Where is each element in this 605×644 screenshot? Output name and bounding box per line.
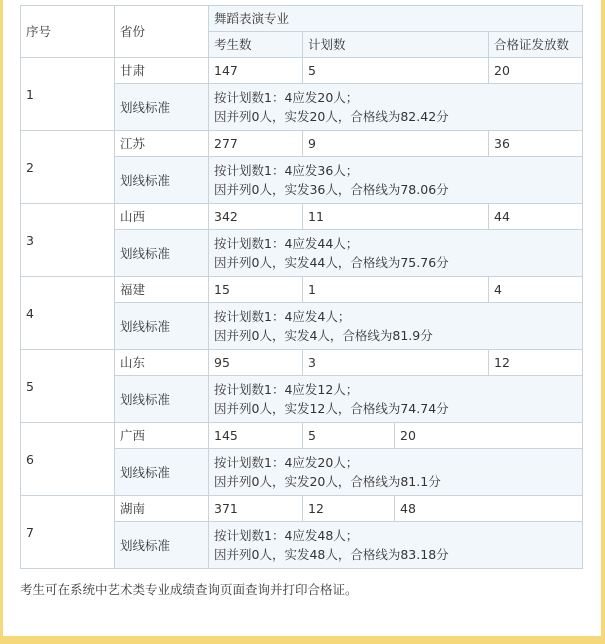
cell-certificates: 44 bbox=[489, 204, 583, 230]
cell-criterion-detail bbox=[209, 522, 583, 569]
criterion-line-2: 因并列0人，实发4人，合格线为81.9分 bbox=[214, 328, 433, 343]
header-seq: 序号 bbox=[21, 6, 115, 58]
cell-examinees: 277 bbox=[209, 131, 303, 157]
data-row bbox=[21, 277, 583, 303]
cell-criterion-label: 划线标准 bbox=[115, 157, 209, 204]
criterion-line-2: 因并列0人，实发20人，合格线为81.1分 bbox=[214, 474, 441, 489]
cell-criterion-detail bbox=[209, 303, 583, 350]
header-major: 舞蹈表演专业 bbox=[209, 6, 583, 32]
cell-plan: 12 bbox=[303, 496, 395, 522]
header-certificates: 合格证发放数 bbox=[489, 32, 583, 58]
header-province: 省份 bbox=[115, 6, 209, 58]
criterion-line-1: 按计划数1：4应发20人； bbox=[214, 455, 359, 470]
cell-seq: 4 bbox=[21, 277, 115, 350]
cell-seq: 1 bbox=[21, 58, 115, 131]
data-row bbox=[21, 496, 583, 522]
cell-criterion-detail bbox=[209, 230, 583, 277]
page-frame-left bbox=[0, 0, 3, 644]
cell-examinees: 342 bbox=[209, 204, 303, 230]
cell-province: 江苏 bbox=[115, 131, 209, 157]
criterion-line-1: 按计划数1：4应发48人； bbox=[214, 528, 359, 543]
cell-plan: 5 bbox=[303, 423, 395, 449]
cell-certificates: 12 bbox=[489, 350, 583, 376]
header-examinees: 考生数 bbox=[209, 32, 303, 58]
cell-examinees: 15 bbox=[209, 277, 303, 303]
cell-criterion-detail bbox=[209, 84, 583, 131]
cell-certificates: 4 bbox=[489, 277, 583, 303]
cell-examinees: 147 bbox=[209, 58, 303, 84]
header-plan: 计划数 bbox=[303, 32, 489, 58]
cell-plan: 5 bbox=[303, 58, 489, 84]
cell-certificates: 36 bbox=[489, 131, 583, 157]
data-row bbox=[21, 423, 583, 449]
criterion-line-2: 因并列0人，实发48人，合格线为83.18分 bbox=[214, 547, 449, 562]
criterion-line-1: 按计划数1：4应发12人； bbox=[214, 382, 359, 397]
cell-criterion-label: 划线标准 bbox=[115, 303, 209, 350]
data-row bbox=[21, 131, 583, 157]
criterion-line-2: 因并列0人，实发12人，合格线为74.74分 bbox=[214, 401, 449, 416]
footer-note: 考生可在系统中艺术类专业成绩查询页面查询并打印合格证。 bbox=[20, 582, 358, 597]
criterion-line-2: 因并列0人，实发36人，合格线为78.06分 bbox=[214, 182, 449, 197]
cell-plan: 3 bbox=[303, 350, 489, 376]
cell-certificates: 48 bbox=[395, 496, 583, 522]
criterion-line-2: 因并列0人，实发44人，合格线为75.76分 bbox=[214, 255, 449, 270]
cell-seq: 5 bbox=[21, 350, 115, 423]
cell-criterion-label: 划线标准 bbox=[115, 84, 209, 131]
cell-certificates: 20 bbox=[489, 58, 583, 84]
cell-criterion-detail bbox=[209, 449, 583, 496]
cell-certificates: 20 bbox=[395, 423, 583, 449]
criterion-line-2: 因并列0人，实发20人，合格线为82.42分 bbox=[214, 109, 449, 124]
cell-plan: 9 bbox=[303, 131, 489, 157]
data-row bbox=[21, 350, 583, 376]
data-row bbox=[21, 58, 583, 84]
admission-table bbox=[20, 5, 583, 569]
header-row-top bbox=[21, 6, 583, 32]
page-frame-right bbox=[601, 0, 605, 644]
cell-criterion-label: 划线标准 bbox=[115, 522, 209, 569]
cell-examinees: 95 bbox=[209, 350, 303, 376]
data-row bbox=[21, 204, 583, 230]
cell-criterion-label: 划线标准 bbox=[115, 449, 209, 496]
criterion-line-1: 按计划数1：4应发20人； bbox=[214, 90, 359, 105]
criterion-line-1: 按计划数1：4应发36人； bbox=[214, 163, 359, 178]
cell-criterion-label: 划线标准 bbox=[115, 376, 209, 423]
cell-seq: 6 bbox=[21, 423, 115, 496]
cell-province: 福建 bbox=[115, 277, 209, 303]
cell-examinees: 145 bbox=[209, 423, 303, 449]
cell-seq: 3 bbox=[21, 204, 115, 277]
cell-province: 甘肃 bbox=[115, 58, 209, 84]
cell-seq: 7 bbox=[21, 496, 115, 569]
cell-plan: 1 bbox=[303, 277, 489, 303]
cell-province: 山东 bbox=[115, 350, 209, 376]
cell-examinees: 371 bbox=[209, 496, 303, 522]
cell-province: 广西 bbox=[115, 423, 209, 449]
cell-province: 山西 bbox=[115, 204, 209, 230]
cell-criterion-label: 划线标准 bbox=[115, 230, 209, 277]
criterion-line-1: 按计划数1：4应发44人； bbox=[214, 236, 359, 251]
page-frame-bottom bbox=[0, 636, 605, 644]
cell-plan: 11 bbox=[303, 204, 489, 230]
cell-province: 湖南 bbox=[115, 496, 209, 522]
cell-criterion-detail bbox=[209, 376, 583, 423]
criterion-line-1: 按计划数1：4应发4人； bbox=[214, 309, 351, 324]
cell-criterion-detail bbox=[209, 157, 583, 204]
admission-table-container bbox=[20, 5, 583, 569]
cell-seq: 2 bbox=[21, 131, 115, 204]
